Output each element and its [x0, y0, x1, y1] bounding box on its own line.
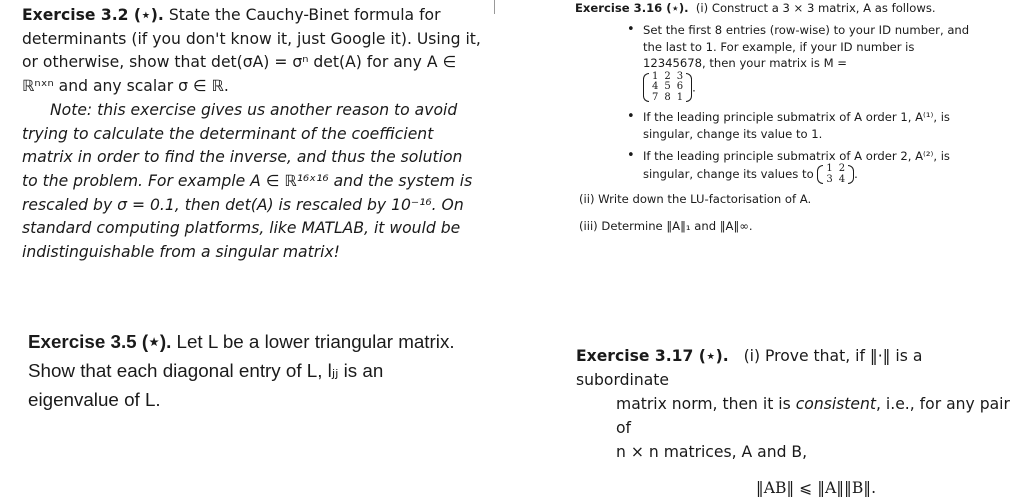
- matrix-cell: 4: [652, 81, 659, 93]
- exercise-3-16-steps: [575, 22, 970, 185]
- matrix-cell: 5: [664, 81, 671, 93]
- exercise-3-16-part-iii: (iii) Determine ‖A‖₁ and ‖A‖∞.: [579, 218, 753, 233]
- exercise-3-16-intro-line: [575, 0, 970, 16]
- list-item: [643, 109, 970, 142]
- norm-inequality: ‖AB‖ ⩽ ‖A‖‖B‖.: [755, 479, 877, 497]
- matrix-cell: 8: [664, 91, 671, 103]
- exercise-3-5: [28, 327, 468, 414]
- exercise-3-16-heading: Exercise 3.16 (⋆).: [575, 1, 689, 15]
- step-1-text: Set the first 8 entries (row-wise) to your ID number, and the last to 1. For example, if your ID number is 12345678, then your matrix is M =: [643, 23, 970, 71]
- exercise-3-2-note: [22, 99, 482, 265]
- consistent-term: consistent: [795, 395, 877, 413]
- matrix-2x2: [817, 164, 854, 185]
- step-2-text: If the leading principle submatrix of A order 1, A⁽¹⁾, is singular, change its value to 1.: [643, 110, 950, 141]
- exercise-3-16-intro: (i) Construct a 3 × 3 matrix, A as follows.: [695, 1, 936, 15]
- exercise-3-2-body: [22, 4, 482, 99]
- matrix-cell: 6: [676, 81, 684, 93]
- list-item: • If the leading principle submatrix of A order 2, A⁽²⁾, is singular, change its values to 1 2 3 4 .: [643, 148, 970, 185]
- matrix-cell: 3: [826, 173, 833, 185]
- matrix-cell: 7: [652, 91, 659, 103]
- exercise-3-16-part-ii: (ii) Write down the LU-factorisation of A.: [579, 192, 812, 207]
- matrix-m: [643, 72, 692, 104]
- exercise-3-5-heading: Exercise 3.5 (⋆).: [28, 331, 172, 352]
- exercise-3-16: [575, 0, 970, 234]
- list-item: • Set the first 8 entries (row-wise) to your ID number, and the last to 1. For example, if your ID number is 12345678, then your matrix is M = 1 2 3 4 5 6 7 8 1 .: [643, 22, 970, 103]
- exercise-3-2-heading: Exercise 3.2 (⋆).: [22, 6, 164, 24]
- matrix-cell: 1: [676, 91, 684, 103]
- exercise-3-17: [576, 344, 1016, 500]
- matrix-cell: 1: [652, 70, 659, 82]
- line-2-end: , i.e., for any pair of: [616, 395, 1010, 437]
- exercise-3-17-line-1: [576, 344, 1016, 392]
- matrix-cell: 2: [664, 70, 671, 82]
- exercise-3-5-body: [28, 327, 468, 414]
- matrix-cell: 3: [676, 70, 684, 82]
- note-label: Note:: [50, 100, 93, 119]
- matrix-cell: 4: [838, 173, 846, 185]
- page-divider: [494, 0, 495, 14]
- step-3-text: If the leading principle submatrix of A order 2, A⁽²⁾, is singular, change its values to: [643, 148, 950, 182]
- exercise-3-2: [22, 4, 482, 265]
- matrix-cell: 2: [838, 163, 846, 175]
- exercise-3-5-text: Let L be a lower triangular matrix. Show that each diagonal entry of L, lⱼⱼ is an eigenvalue of L.: [28, 331, 455, 410]
- matrix-cell: 1: [826, 163, 833, 175]
- note-text: this exercise gives us another reason to avoid trying to calculate the determinant of the coefficient matrix in order to find the inverse, and thus the solution to the problem. For example A ∈ ℝ¹⁶ˣ¹⁶ and the system is rescaled by σ = 0.1, then det(A) is rescaled by 10⁻¹⁶. On standard computing platforms, like MATLAB, it would be indistinguishable from a singular matrix!: [22, 100, 473, 262]
- exercise-3-17-part-i: (i) Prove that, if ‖·‖ is a subordinate: [576, 347, 923, 389]
- exercise-3-17-heading: Exercise 3.17 (⋆).: [576, 347, 729, 365]
- line-2-start: matrix norm, then it is: [616, 395, 791, 413]
- exercise-3-17-line-3: n × n matrices, A and B,: [616, 443, 808, 461]
- exercise-3-17-line-2: [576, 392, 1016, 440]
- exercise-3-2-text: State the Cauchy-Binet formula for determinants (if you don't know it, just Google it). Using it, or otherwise, show that det(σA) = σⁿ det(A) for any A ∈ ℝⁿˣⁿ and any scalar σ ∈ ℝ.: [22, 6, 481, 96]
